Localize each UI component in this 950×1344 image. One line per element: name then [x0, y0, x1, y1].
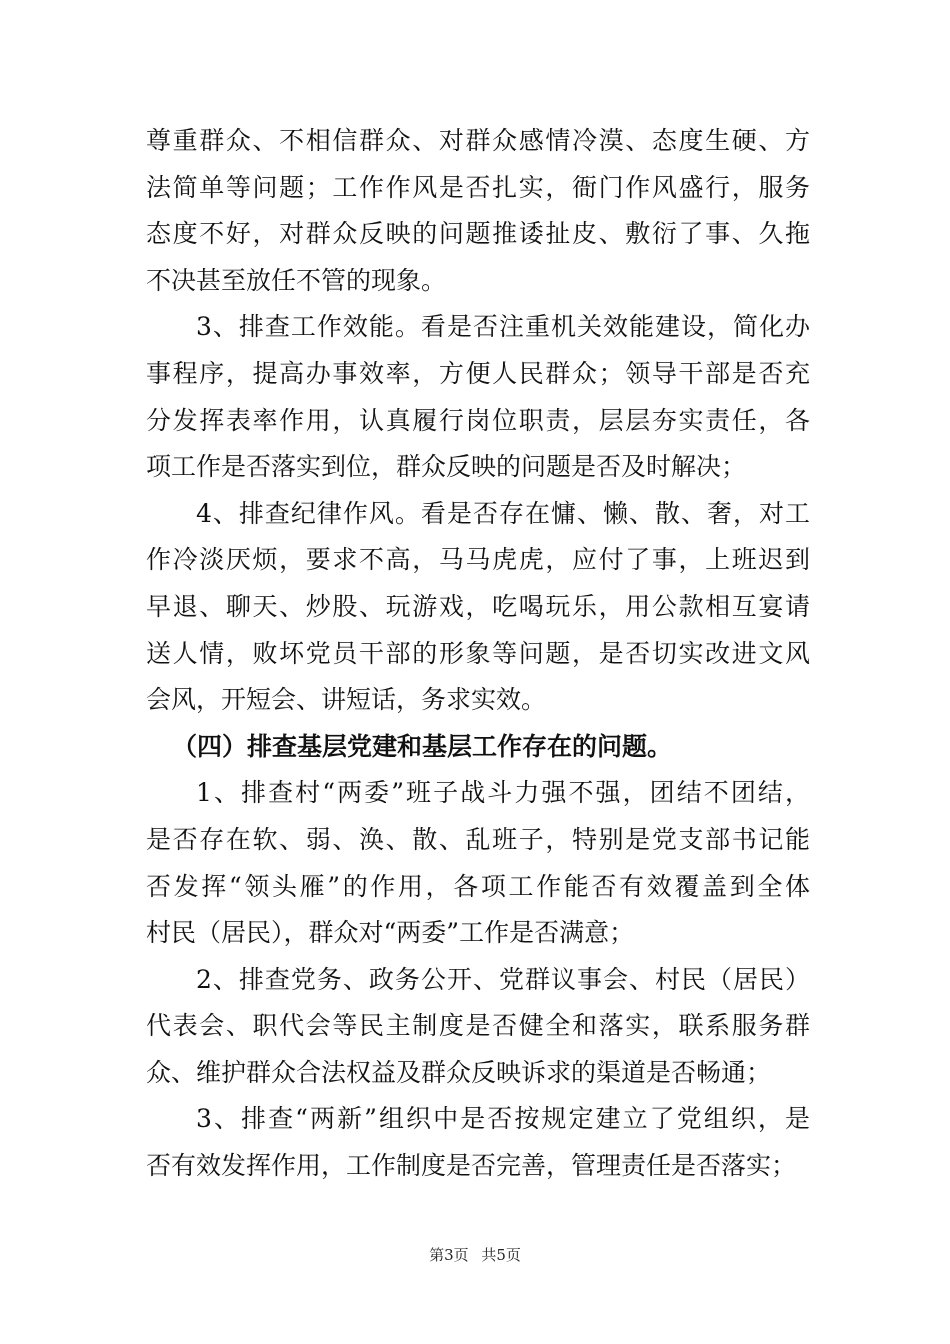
- text-line: 送人情，败坏党员干部的形象等问题，是否切实改进文风: [146, 638, 810, 668]
- text-line: 尊重群众、不相信群众、对群众感情冷漠、态度生硬、方: [146, 126, 810, 155]
- text-line: 1、排查村“两委”班子战斗力强不强，团结不团结，: [196, 778, 810, 808]
- text-line: 事程序，提高办事效率，方便人民群众；领导干部是否充: [146, 358, 810, 388]
- text-line: 不决甚至放任不管的现象。: [146, 265, 447, 295]
- text-line: 否发挥“领头雁”的作用，各项工作能否有效覆盖到全体: [146, 871, 810, 901]
- text-line: 分发挥表率作用，认真履行岗位职责，层层夯实责任，各: [146, 405, 810, 435]
- text-line: 态度不好，对群众反映的问题推诿扯皮、敷衍了事、久拖: [146, 219, 810, 249]
- text-line: 3、排查工作效能。看是否注重机关效能建设，简化办: [196, 312, 810, 342]
- text-line: 项工作是否落实到位，群众反映的问题是否及时解决；: [146, 452, 747, 482]
- text-line: 村民（居民），群众对“两委”工作是否满意；: [146, 918, 635, 948]
- text-line: 早退、聊天、炒股、玩游戏，吃喝玩乐，用公款相互宴请: [146, 591, 810, 621]
- text-line: 代表会、职代会等民主制度是否健全和落实，联系服务群: [146, 1011, 810, 1041]
- page-total: 共5页: [481, 1246, 521, 1264]
- document-body: [146, 118, 810, 1190]
- text-line: 法简单等问题；工作作风是否扎实，衙门作风盛行，服务: [146, 172, 810, 202]
- text-line: 2、排查党务、政务公开、党群议事会、村民（居民）: [196, 964, 810, 994]
- page-number: 第3页: [429, 1246, 469, 1264]
- page-footer: [0, 1244, 950, 1265]
- text-line: 是否存在软、弱、涣、散、乱班子，特别是党支部书记能: [146, 824, 810, 854]
- text-line: 众、维护群众合法权益及群众反映诉求的渠道是否畅通；: [146, 1057, 772, 1087]
- text-line: 否有效发挥作用，工作制度是否完善，管理责任是否落实；: [146, 1151, 797, 1181]
- text-line: 作冷淡厌烦，要求不高，马马虎虎，应付了事，上班迟到: [146, 545, 810, 575]
- section-heading: （四）排查基层党建和基层工作存在的问题。: [172, 731, 673, 761]
- text-line: 会风，开短会、讲短话，务求实效。: [146, 685, 547, 715]
- text-line: 4、排查纪律作风。看是否存在慵、懒、散、奢，对工: [196, 498, 810, 528]
- text-line: 3、排查“两新”组织中是否按规定建立了党组织，是: [196, 1104, 810, 1134]
